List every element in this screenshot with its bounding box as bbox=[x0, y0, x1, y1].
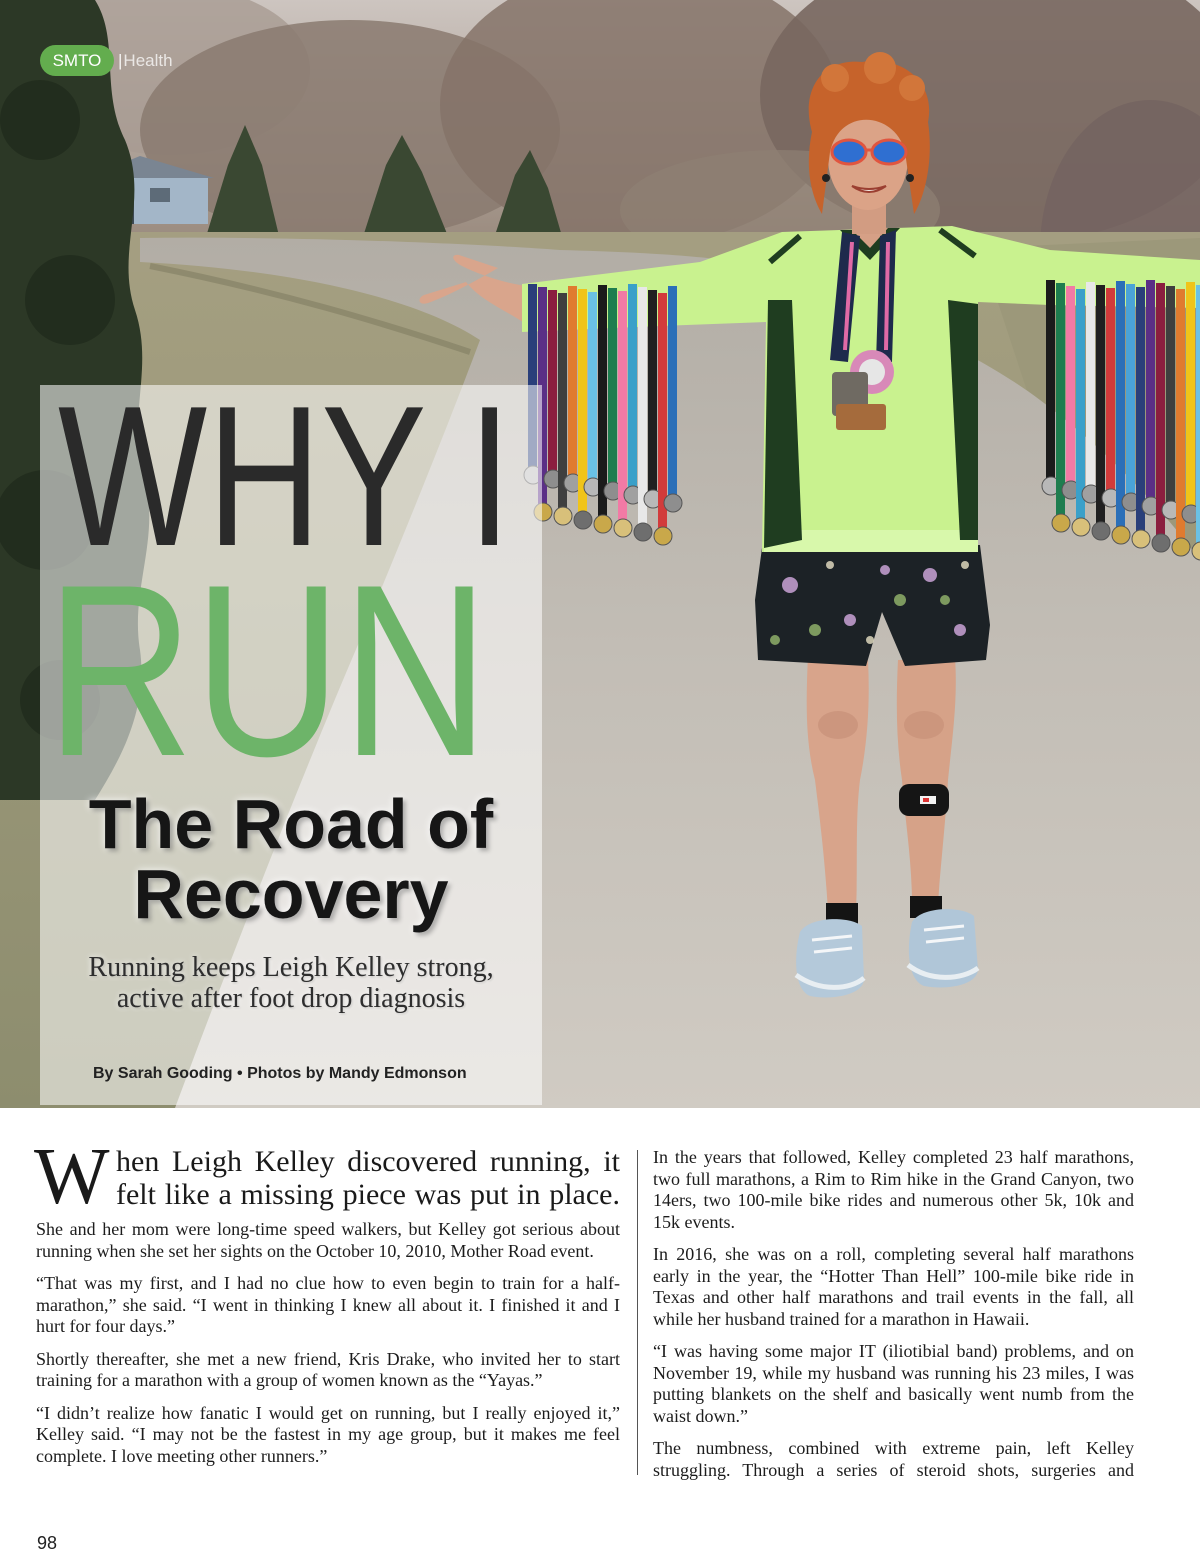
headline-line-1: The Road of bbox=[88, 785, 494, 863]
medal-ribbon bbox=[1146, 280, 1155, 500]
headline-line-2: Recovery bbox=[133, 855, 449, 933]
medal-ribbon bbox=[598, 285, 607, 519]
medal-ribbon bbox=[1156, 283, 1165, 540]
publication-badge: SMTO bbox=[40, 45, 114, 76]
section-tag bbox=[40, 45, 173, 76]
medal-ribbon bbox=[1186, 282, 1195, 510]
article-column-right bbox=[653, 1147, 1134, 1492]
title-run: RUN bbox=[46, 533, 490, 807]
medal bbox=[654, 527, 672, 545]
subtitle-line-2: active after foot drop diagnosis bbox=[116, 983, 466, 1014]
drop-cap: W bbox=[34, 1133, 110, 1221]
medal-ribbon bbox=[608, 288, 617, 489]
medal bbox=[1092, 522, 1110, 540]
medal-ribbon bbox=[548, 290, 557, 479]
medal-ribbon bbox=[1086, 282, 1095, 490]
medal-ribbon bbox=[648, 290, 657, 499]
medal bbox=[614, 519, 632, 537]
lead-line: hen Leigh Kelley discovered running, it bbox=[116, 1145, 620, 1178]
medal-ribbon bbox=[1046, 280, 1055, 480]
headline bbox=[40, 785, 542, 933]
medal bbox=[1112, 526, 1130, 544]
medal bbox=[664, 494, 682, 512]
medal-ribbon bbox=[1116, 281, 1125, 530]
body-paragraph-continued: The numbness, combined with extreme pain, left Kelley struggling. Through a series of steroid shots, surgeries and bbox=[653, 1438, 1134, 1480]
body-paragraph: In the years that followed, Kelley completed 23 half marathons, two full marathons, a Rim to Rim hike in the Grand Canyon, two 14ers, two 100-mile bike rides and numerous other 5k, 10k and 15k events. bbox=[653, 1147, 1134, 1232]
section-separator: | bbox=[118, 50, 123, 70]
article-column-left bbox=[36, 1219, 620, 1478]
medal bbox=[634, 523, 652, 541]
lead-line: felt like a missing piece was put in place. bbox=[116, 1178, 620, 1211]
medal-ribbon bbox=[628, 284, 637, 489]
page-number: 98 bbox=[37, 1533, 58, 1553]
column-divider bbox=[637, 1150, 638, 1475]
medal bbox=[574, 511, 592, 529]
body-paragraph: Shortly thereafter, she met a new friend, Kris Drake, who invited her to start training for a marathon with a group of women known as the “Yayas.” bbox=[36, 1348, 620, 1390]
body-paragraph: She and her mom were long-time speed walkers, but Kelley got serious about running when she set her sights on the October 10, 2010, Mother Road event. bbox=[36, 1219, 620, 1261]
medal bbox=[1172, 538, 1190, 556]
medal-ribbon bbox=[1196, 285, 1200, 550]
body-paragraph: “That was my first, and I had no clue how to even begin to train for a half-marathon,” she said. “I went in thinking I knew all about it. I finished it and I hurt for four days.” bbox=[36, 1273, 620, 1336]
medal bbox=[1152, 534, 1170, 552]
section-label: Health bbox=[123, 50, 173, 70]
medal bbox=[1072, 518, 1090, 536]
medal bbox=[1052, 514, 1070, 532]
medal-ribbon bbox=[568, 286, 577, 479]
medal-ribbon bbox=[668, 286, 677, 499]
medal-ribbon bbox=[1066, 286, 1075, 490]
medal-ribbon bbox=[588, 292, 597, 489]
subtitle-line-1: Running keeps Leigh Kelley strong, bbox=[88, 952, 494, 983]
lead-paragraph bbox=[116, 1145, 620, 1211]
medal-ribbon bbox=[1106, 288, 1115, 500]
subtitle bbox=[40, 952, 542, 1014]
body-paragraph: In 2016, she was on a roll, completing several half marathons early in the year, the “Hotter Than Hell” 100-mile bike ride in Texas and other half marathons and trail events in the fall, all while her husband trained for a marathon in Hawaii. bbox=[653, 1244, 1134, 1329]
medal-ribbon bbox=[638, 287, 647, 529]
medal bbox=[1132, 530, 1150, 548]
byline: By Sarah Gooding • Photos by Mandy Edmonson bbox=[93, 1065, 467, 1082]
body-paragraph: “I was having some major IT (iliotibial band) problems, and on November 19, while my husband was running his 23 miles, I was putting blankets on the shelf and basically went numb from the waist down.” bbox=[653, 1341, 1134, 1426]
medal bbox=[554, 507, 572, 525]
medal bbox=[594, 515, 612, 533]
medal-ribbon bbox=[1126, 284, 1135, 500]
medal-ribbon bbox=[1166, 286, 1175, 510]
title-why-i: WHY I bbox=[58, 365, 512, 588]
body-paragraph: “I didn’t realize how fanatic I would get on running, but I really enjoyed it,” Kelley said. “I may not be the fastest in my age group, but it makes me feel complete. I love meeting other runners.” bbox=[36, 1402, 620, 1466]
